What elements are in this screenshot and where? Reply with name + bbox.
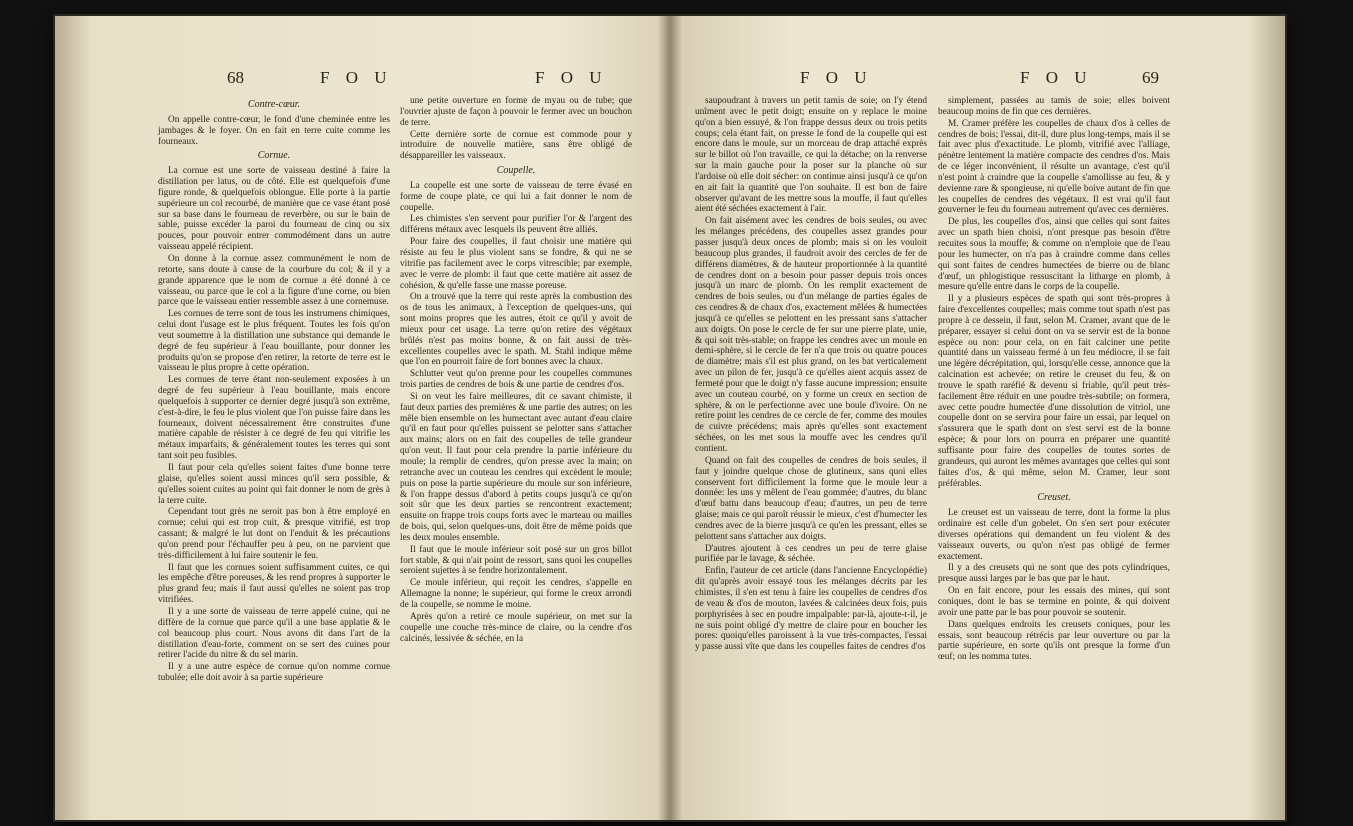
paragraph: Il faut que le moule inférieur soit posé sur un gros billot fort stable, & qui n'ait point de ressort, sans quoi les coupelles seroient sujettes à se fendre horizontalement. bbox=[400, 544, 635, 577]
paragraph: Il faut pour cela qu'elles soient faites d'une bonne terre glaise, qu'elles soient aussi minces qu'il sera possible, & qu'elles soient cuites au point qui fait donner le nom de grès à la terre cuite. bbox=[158, 463, 393, 506]
page-number: 68 bbox=[227, 68, 244, 87]
paragraph: Les chimistes s'en servent pour purifier l'or & l'argent des différens métaux avec lesquels ils peuvent être alliés. bbox=[400, 214, 635, 236]
section-heading: Cornue. bbox=[257, 150, 291, 162]
section-heading: Coupelle. bbox=[496, 165, 536, 177]
paragraph: On fait aisément avec les cendres de bois seules, ou avec les mélanges précédens, des coupelles assez grandes pour passer jusqu'à deux onces de plomb; mais si on les vouloit beaucoup plus grandes, il faudroit avoir des cercles de fer de différens diamètres, & de hauteur proportionnée à la quantité de cendres dont on a besoin pour passer depuis trois onces jusqu'à un marc de plomb. On les remplit exactement de cendres de bois seules, ou d'un mélange de parties égales de ces cendres & de chaux d'os, exactement mêlées & humectées jusqu'à ce qu'elles se pelottent en les pressant sans s'attacher aux doigts. On pose le cercle de fer sur une pierre plate, unie, & qui soit très-stable; on frappe les cendres avec un moule en demi-sphère, si le cercle de fer n'a que trois ou quatre pouces de diamètre; mais s'il est plus grand, on les bat verticalement avec un pilon de fer, jusqu'à ce qu'elles aient acquis assez de fermeté pour que le doigt n'y fasse aucune impression; ensuite avec un couteau courbé, on y forme un creux en section de sphère, & on le perfectionne avec une boule d'ivoire. On ne retire point les cendres de ce cercle de fer, comme des moules de cuivre précédens; mais après qu'elles sont exactement séchées, on les met sous la mouffe avec les cendres qu'il contient. bbox=[695, 216, 930, 454]
right-page bbox=[670, 16, 1285, 820]
text-column bbox=[695, 96, 930, 796]
paragraph: Schlutter veut qu'on prenne pour les coupelles communes trois parties de cendres de bois & une partie de cendres d'os. bbox=[400, 369, 635, 391]
paragraph: On a trouvé que la terre qui reste après la combustion des os de tous les animaux, à l'exception de quelques-uns, qui sont moins propres que les autres, étoit ce qu'il y avoit de mieux pour cet usage. La terre qu'on retire des végétaux brûlés n'est pas moins bonne, & on fait aussi de très-excellentes coupelles avec le spath. M. Stahl indique même que l'on en pourroit faire de fort bonnes avec la chaux. bbox=[400, 292, 635, 368]
left-page-header bbox=[55, 68, 670, 92]
left-page bbox=[55, 16, 670, 820]
section-heading: Contre-cœur. bbox=[247, 99, 301, 110]
paragraph: Si on veut les faire meilleures, dit ce savant chimiste, il faut deux parties des premières & une partie des autres; on les mêle bien ensemble on les humectant avec autant d'eau claire qu'il en faut pour qu'elles puissent se pelotter sans s'attacher aux mains; alors on en fait des coupelles de telle grandeur qu'on veut. Il faut pour cela prendre la partie inférieure du moule; la remplir de cendres, qu'on presse avec la main; on retranche avec un couteau les cendres qui excèdent le moule; puis on pose la partie supérieure du moule sur son inférieure, & l'on frappe dessus d'abord à petits coups jusqu'à ce qu'on soit sûr que les deux parties se rencontrent exactement; ensuite on frappe trois coups forts avec le marteau ou mailles de bois, qui, selon quelques-uns, doit être de même poids que les deux moules ensemble. bbox=[400, 391, 635, 543]
text-column bbox=[400, 96, 635, 796]
paragraph: D'autres ajoutent à ces cendres un peu de terre glaise purifiée par le lavage, & séchée. bbox=[695, 543, 930, 565]
paragraph: Après qu'on a retiré ce moule supérieur, on met sur la coupelle une couche très-mince de claire, ou la cendre d'os calcinés, lessivée & séchée, en la bbox=[400, 611, 635, 644]
running-head: F O U bbox=[535, 68, 608, 87]
paragraph: Il y a une sorte de vaisseau de terre appelé cuine, qui ne diffère de la cornue que parce qu'il a une base applatie & le col beaucoup plus court. Nous avons dit dans l'art de la distillation d'eau-forte, comment on se sert des cuines pour retirer l'acide du nitre & du sel marin. bbox=[158, 606, 393, 661]
paragraph: Enfin, l'auteur de cet article (dans l'ancienne Encyclopédie) dit qu'après avoir essayé tous les mélanges décrits par les chimistes, il s'en est tenu à faire les coupelles de cendres d'os de veau & d'os de mouton, lavées & calcinées deux fois, puis porphyrisées à sec en poudre impalpable: par-là, ajoute-t-il, je ne suis point obligé d'y mettre de claire pour en boucher les pores: quoiqu'elles paroissent à la vue très-compactes, l'essai y passe aussi vîte que dans les coupelles faites de cendres d'os bbox=[695, 566, 930, 653]
paragraph: On en fait encore, pour les essais des mines, qui sont coniques, dont le bas se termine en pointe, & qui doivent avoir une patte par le bas pour pouvoir se soutenir. bbox=[938, 586, 1173, 618]
paragraph: Pour faire des coupelles, il faut choisir une matière qui résiste au feu le plus violent sans se fondre, & qui ne se vitrifie pas facilement avec le corps vitrescible; par exemple, avec le verre de plomb: il faut que cette matière ait assez de cohésion, & qu'elle fasse une masse poreuse. bbox=[400, 237, 635, 291]
paragraph: Il y a une autre espèce de cornue qu'on nomme cornue tubulée; elle doit avoir à sa partie supérieure bbox=[158, 662, 393, 684]
paragraph: Cette dernière sorte de cornue est commode pour y introduire de nouvelle matière, sans être obligé de désappareiller les vaisseaux. bbox=[400, 129, 635, 162]
paragraph: De plus, les coupelles d'os, ainsi que celles qui sont faites avec un spath bien choisi, n'ont presque pas besoin d'être recuites sous la mouffe; & comme on n'emploie que de l'eau pour les humecter, on n'a pas à craindre comme dans celles qui sont faites de cendres humectées de bierre ou de blanc d'œuf, un phlogistique ressuscitant la litharge en plomb, à mesure qu'elle entre dans le corps de la coupelle. bbox=[938, 217, 1173, 293]
page-number: 69 bbox=[1142, 68, 1159, 87]
paragraph: On appelle contre-cœur, le fond d'une cheminée entre les jambages & le foyer. On en fait en terre cuite comme les fourneaux. bbox=[158, 114, 393, 147]
running-head: F O U bbox=[1020, 68, 1093, 87]
paragraph: M. Cramer préfère les coupelles de chaux d'os à celles de cendres de bois; l'essai, dit-il, dure plus long-temps, mais il se fait avec plus d'exactitude. Le plomb, vitrifié avec l'alliage, pénètre lentement la matière compacte des cendres d'os. Mais de ce léger inconvénient, il résulte un avantage, c'est qu'il n'est point à craindre que la coupelle s'amollisse au feu, & y devienne rare & spongieuse, ni qu'elle boive autant de fin que les coupelles de cendres des végétaux. Il est vrai qu'il faut gouverner le feu du fourneau autrement qu'avec ces dernières. bbox=[938, 118, 1173, 216]
paragraph: Les cornues de terre sont de tous les instrumens chimiques, celui dont l'usage est le plus fréquent. Toutes les fois qu'on veut soumettre à la distillation une substance qui demande le degré de feu supérieur à l'eau bouillante, pour donner les produits qu'on se propose d'en retirer, la retorte de terre est le vaisseau le plus propre à cette opération. bbox=[158, 309, 393, 374]
paragraph: saupoudrant à travers un petit tamis de soie; on l'y étend unîment avec le petit doigt; ensuite on y replace le moine qu'on a bien essuyé, & l'on frappe dessus deux ou trois petits coups; cela étant fait, on presse le fond de la coupelle qui est encore dans le moule, sur un morceau de drap attaché exprès sur le billot où l'on travaille, ce qui la détache; on la renverse sur la main gauche pour la poser sur la planche où sur l'ardoise où elle doit sécher: on continue ainsi jusqu'à ce qu'on en ait fait la quantité que l'on souhaite. Il est bon de faire observer qu'avant de les mettre sous la mouffe, il faut qu'elles aient été séchées exactement à l'air. bbox=[695, 96, 930, 215]
paragraph: Il faut que les cornues soient suffisamment cuites, ce qui les empêche d'être poreuses, & les rend propres à supporter le plus grand feu; mais il faut aussi qu'elles ne soient pas trop vitrifiées. bbox=[158, 562, 393, 606]
running-head: F O U bbox=[800, 68, 873, 87]
paragraph: La cornue est une sorte de vaisseau destiné à faire la distillation per latus, ou de côté. Elle est quelquefois d'une figure ronde, & quelquefois oblongue. Elle porte à la partie supérieure un col recourbé, de manière que ce vase étant posé sur sa base dans le fourneau de reverbère, ou sur le bain de sable, puisse excéder la paroi du fourneau de cinq ou six pouces, pour pouvoir entrer commodément dans un autre vaisseau appelé récipient. bbox=[158, 166, 393, 253]
paragraph: Quand on fait des coupelles de cendres de bois seules, il faut y joindre quelque chose de glutineux, sans quoi elles conservent fort difficilement la forme que le moule leur a donnée: les uns y mêlent de l'eau gommée; d'autres, du blanc d'œuf battu dans beaucoup d'eau; d'autres, un peu de terre glaise; mais ce qui paroît réussir le mieux, c'est d'humecter les cendres avec de la bierre jusqu'à ce qu'en les pressant, elles se pelottent sans s'attacher aux doigts. bbox=[695, 455, 930, 542]
paragraph: Il y a des creusets qui ne sont que des pots cylindriques, presque aussi larges par le bas que par le haut. bbox=[938, 563, 1173, 585]
paragraph: Le creuset est un vaisseau de terre, dont la forme la plus ordinaire est celle d'un gobelet. On s'en sert pour exécuter diverses opérations qui demandent un feu violent & des vaisseaux ouverts, ou qu'on n'est pas obligé de fermer exactement. bbox=[938, 508, 1173, 562]
section-heading: Creuset. bbox=[1037, 492, 1071, 504]
paragraph: simplement, passées au tamis de soie; elles boivent beaucoup moins de fin que ces dernières. bbox=[938, 96, 1173, 117]
paragraph: Il y a plusieurs espèces de spath qui sont très-propres à faire d'excellentes coupelles; mais comme tout spath n'est pas propre à ce dessein, il faut, selon M. Cramer, avant que de le préparer, essayer si celui dont on va se servir est de la bonne espèce ou non: pour cela, on en fait calciner une petite quantité dans un vaisseau fermé à un feu médiocre, il se fait une légère décrépitation, qui, lorsqu'elle cesse, annonce que la calcination est achevée; on retire le creuset du feu, & on trouve le spath raréfié & devenu si friable, qu'il peut très-facilement être réduit en une poudre très-subtile; on formera, avec cette poudre humectée d'une dissolution de vitriol, une coupelle dont on se servira pour faire un essai, par lequel on s'assurera que le spath dont on s'est servi est de la bonne espèce; & pour lors on pourra en préparer une quantité suffisante pour faire des coupelles de toutes sortes de grandeurs, qui auront les mêmes avantages que celles qui sont faites d'os, & qui même, selon M. Cramer, leur sont préférables. bbox=[938, 294, 1173, 489]
paragraph: Cependant tout grès ne seroit pas bon à être employé en cornue; celui qui est trop cuit, & presque vitrifié, est trop cassant; & malgré le lut dont on l'enduit & les précautions qu'on prend pour l'échauffer peu à peu, on ne parvient que très-difficilement à lui faire soutenir le feu. bbox=[158, 507, 393, 561]
right-page-header bbox=[670, 68, 1285, 92]
paragraph: Les cornues de terre étant non-seulement exposées à un degré de feu supérieur à l'eau bouillante, mais encore quelquefois à supporter ce dernier degré jusqu'à son extrême, c'est-à-dire, le feu le plus violent que l'on puisse faire dans les fourneaux, doivent nécessairement être construites d'une matière capable de résister à ce degré de feu qui vitrifie les métaux imparfaits, & généralement toutes les terres qui sont tant soit peu fusibles. bbox=[158, 375, 393, 462]
open-book bbox=[55, 16, 1285, 820]
paragraph: une petite ouverture en forme de myau ou de tube; que l'ouvrier ajuste de façon à pouvoir le fermer avec un bouchon de terre. bbox=[400, 96, 635, 128]
text-column bbox=[938, 96, 1173, 796]
running-head: F O U bbox=[320, 68, 393, 87]
text-column bbox=[158, 96, 393, 796]
paragraph: Dans quelques endroits les creusets coniques, pour les essais, sont beaucoup rétrécis par leur ouverture ou par la partie supérieure, en sorte qu'ils ont presque la forme d'un œuf; on les nomma tutes. bbox=[938, 619, 1173, 663]
paragraph: Ce moule inférieur, qui reçoit les cendres, s'appelle en Allemagne la nonne; le supérieur, qui forme le creux arrondi de la coupelle, se nomme le moine. bbox=[400, 578, 635, 610]
paragraph: On donne à la cornue assez communément le nom de retorte, sans doute à cause de la courbure du col; & il y a grande apparence que le nom de cornue a été donné à ce vaisseau, ou parce que le col a la figure d'une corne, ou bien parce que le vaisseau entier ressemble assez à une cornemuse. bbox=[158, 253, 393, 308]
paragraph: La coupelle est une sorte de vaisseau de terre évasé en forme de coupe plate, ce qui lui a fait donner le nom de coupelle. bbox=[400, 180, 635, 213]
